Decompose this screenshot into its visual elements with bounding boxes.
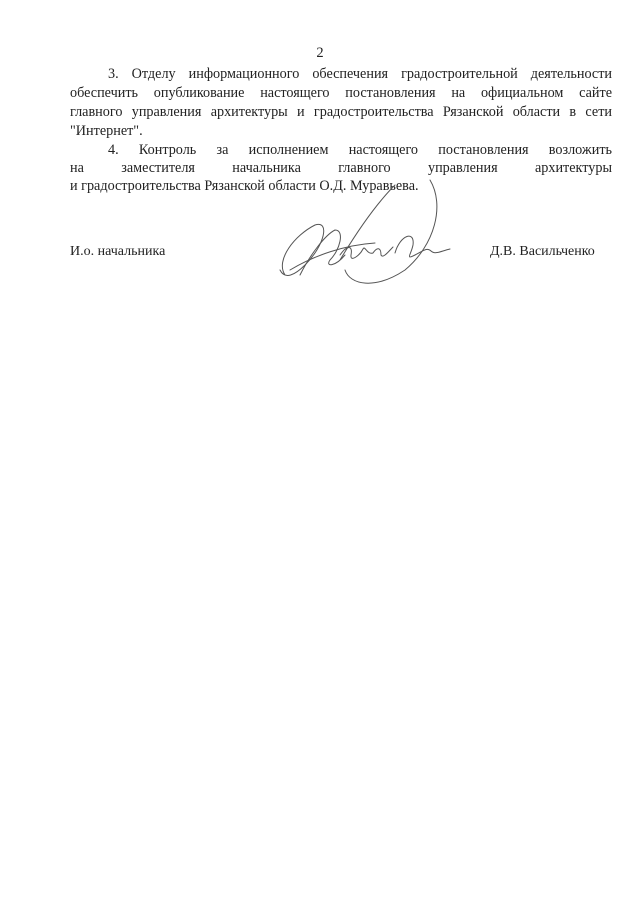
- paragraph-3-line-2: обеспечить опубликование настоящего постановления на официальном сайте: [70, 85, 612, 101]
- paragraph-3-line-1: 3. Отделу информационного обеспечения градостроительной деятельности: [108, 66, 612, 82]
- paragraph-4-line-1: 4. Контроль за исполнением настоящего постановления возложить: [108, 142, 612, 158]
- paragraph-3-line-3: главного управления архитектуры и градостроительства Рязанской области в сети: [70, 104, 612, 120]
- signatory-position: И.о. начальника: [70, 244, 166, 259]
- paragraph-4-line-2: на заместителя начальника главного управления архитектуры: [70, 160, 612, 176]
- handwritten-signature: [255, 175, 465, 295]
- paragraph-4-line-3: и градостроительства Рязанской области О.Д. Муравьева.: [70, 178, 419, 194]
- signatory-name: Д.В. Васильченко: [490, 244, 595, 259]
- paragraph-3-line-4: "Интернет".: [70, 123, 143, 139]
- page-number: 2: [316, 45, 324, 61]
